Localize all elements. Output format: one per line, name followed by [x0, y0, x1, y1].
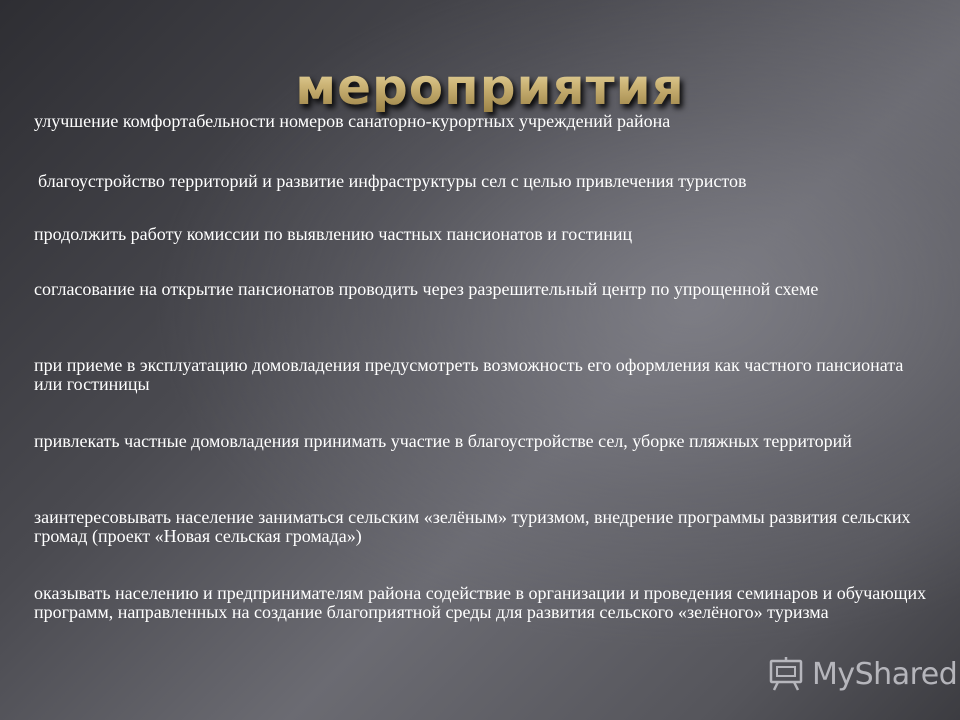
bullet-item [34, 356, 934, 394]
bullet-text: оказывать населению и предпринимателям района содействие в организации и проведения семинаров и обучающих программ, направленных на создание благоприятной среды для развития сельского «зелёного» туризма [34, 583, 927, 622]
bullet-text: заинтересовывать население заниматься сельским «зелёным» туризмом, внедрение программы развития сельских громад (проект «Новая сельская громада») [34, 507, 911, 546]
bullet-item [34, 225, 934, 244]
bullet-text: согласование на открытие пансионатов проводить через разрешительный центр по упрощенной схеме [34, 279, 819, 299]
bullet-text: привлекать частные домовладения принимать участие в благоустройстве сел, уборке пляжных территорий [34, 431, 852, 451]
bullet-item [34, 584, 934, 622]
bullet-item [34, 280, 934, 299]
bullet-item [34, 508, 934, 546]
bullet-item [34, 112, 934, 131]
presentation-board-icon [768, 656, 804, 692]
bullet-item [34, 432, 934, 451]
bullet-text: продолжить работу комиссии по выявлению частных пансионатов и гостиниц [34, 224, 633, 244]
slide-title: мероприятия [0, 62, 960, 112]
watermark [768, 656, 957, 692]
bullet-item [38, 172, 938, 191]
bullet-text: улучшение комфортабельности номеров санаторно-курортных учреждений района [34, 111, 671, 131]
watermark-text: MyShared [812, 656, 958, 692]
bullet-text: благоустройство территорий и развитие инфраструктуры сел с целью привлечения туристов [38, 171, 747, 191]
bullet-text: при приеме в эксплуатацию домовладения предусмотреть возможность его оформления как частного пансионата или гостиницы [34, 355, 904, 394]
